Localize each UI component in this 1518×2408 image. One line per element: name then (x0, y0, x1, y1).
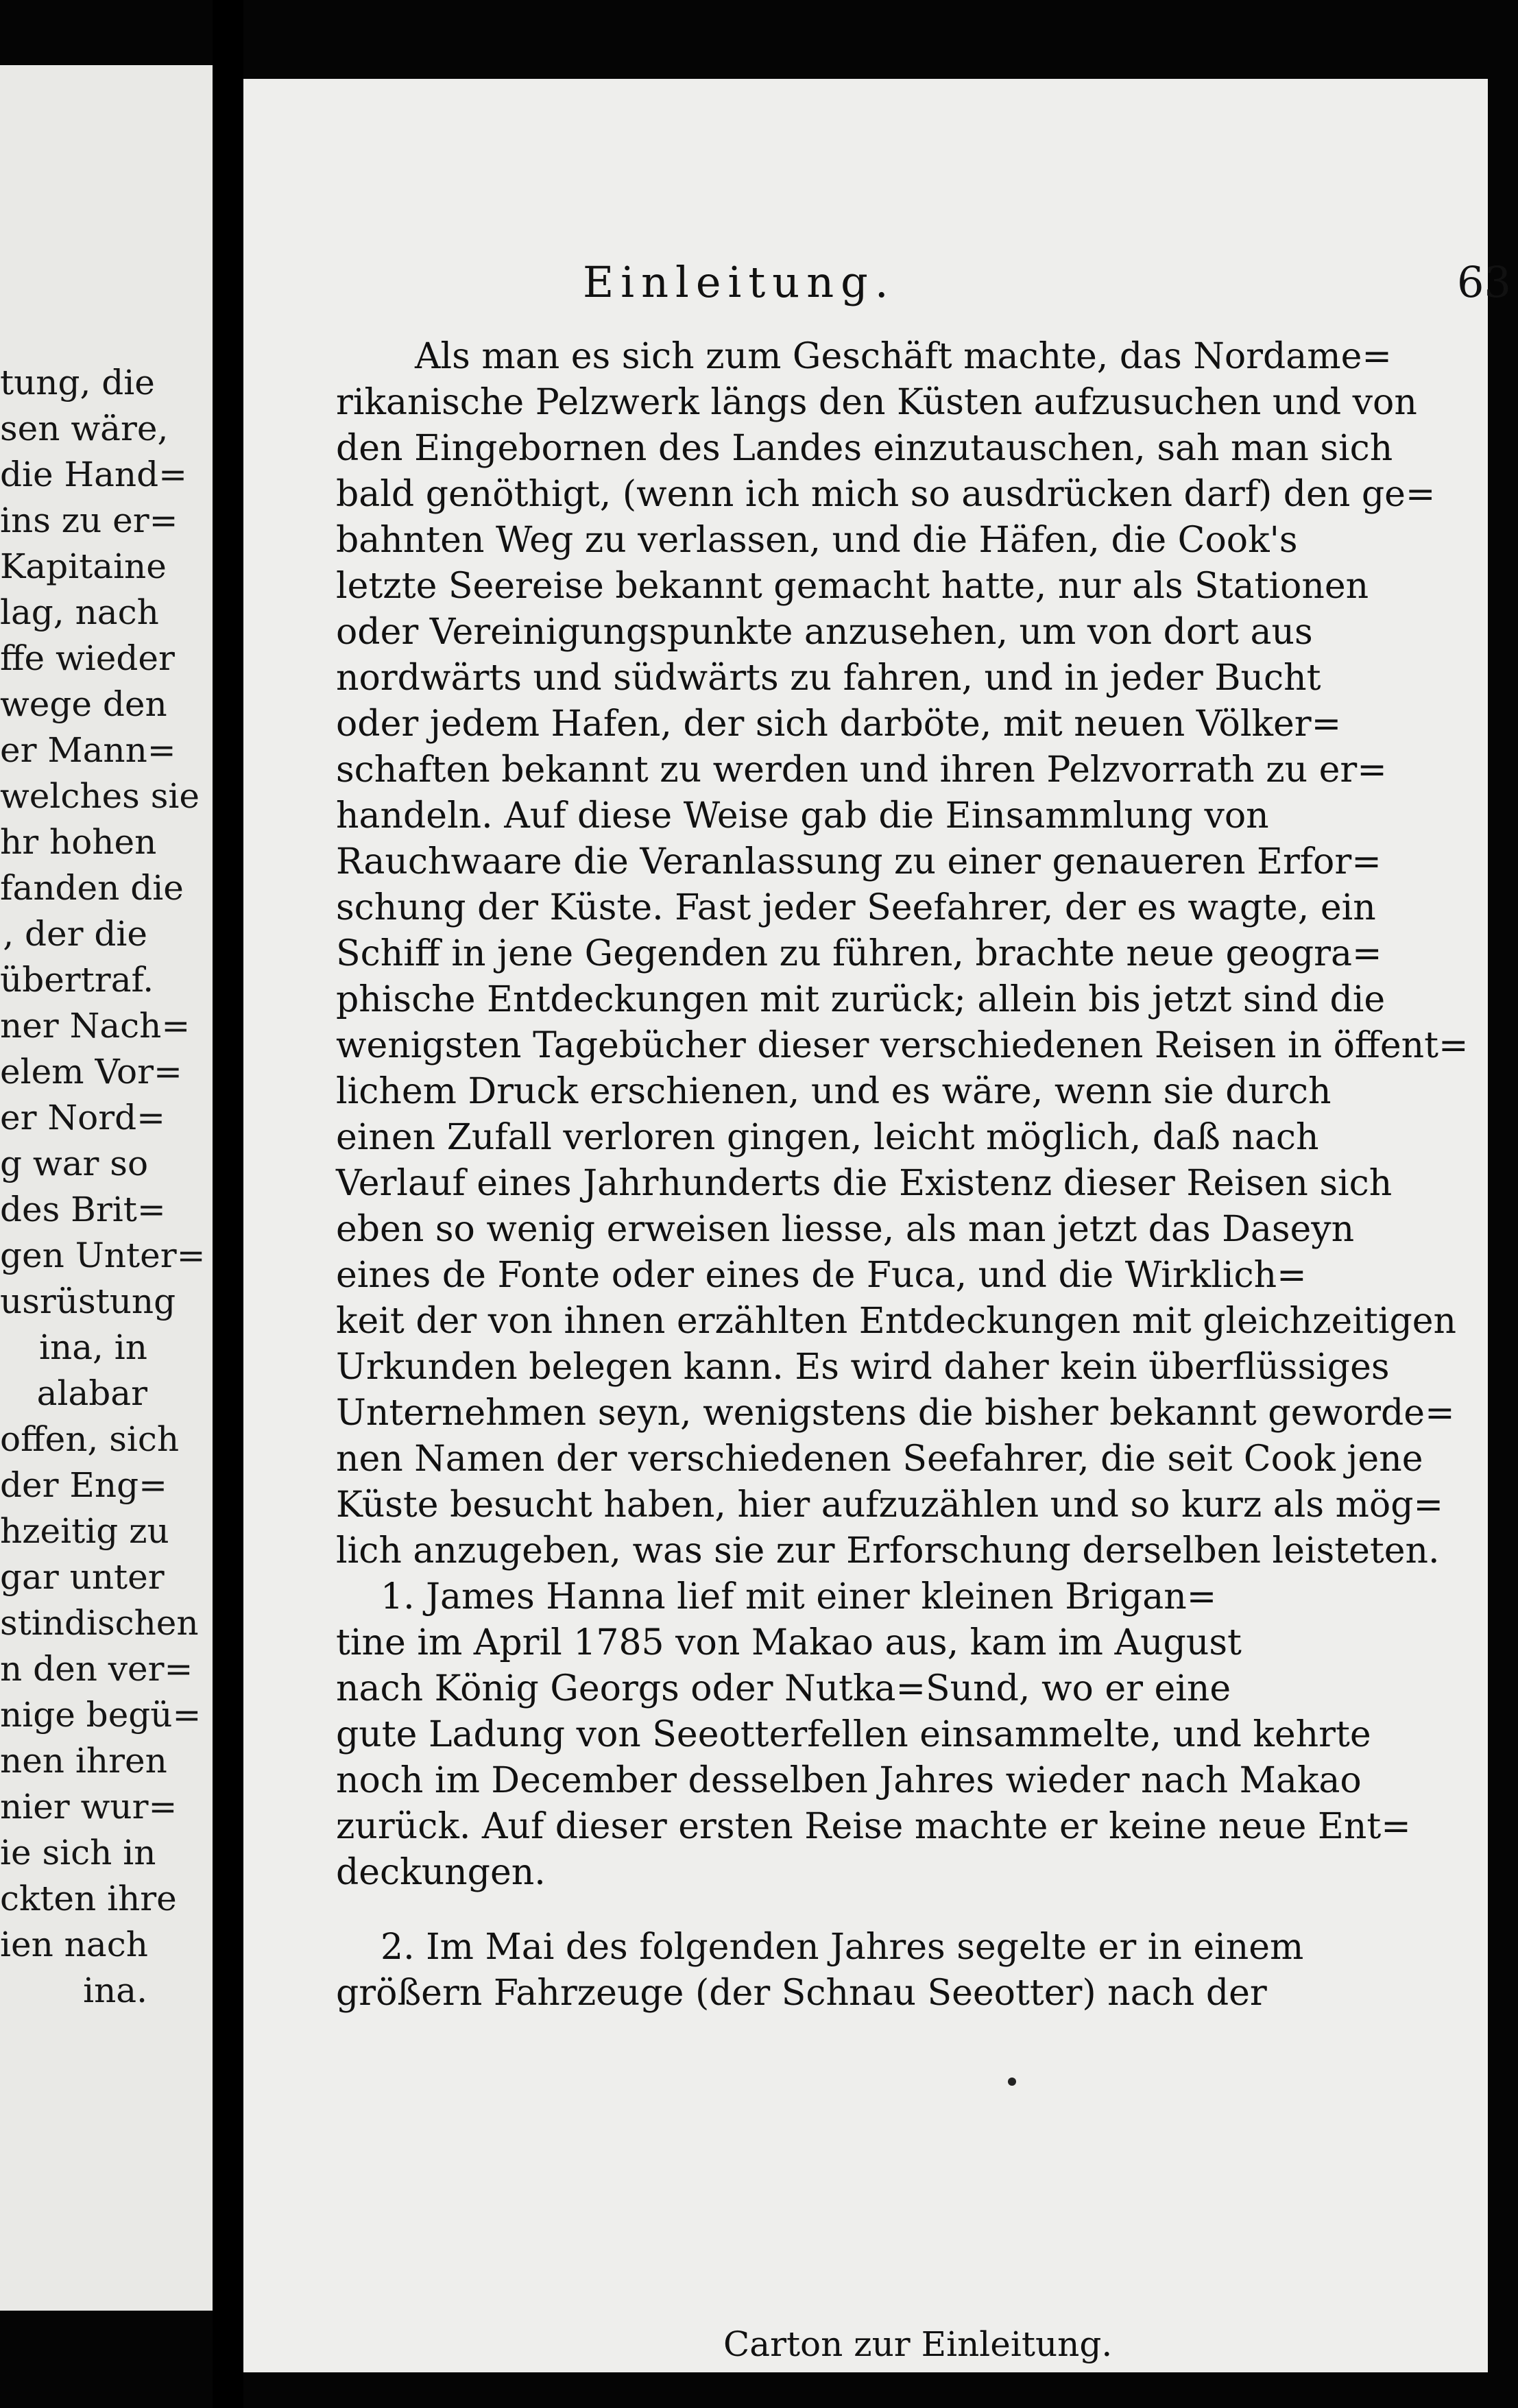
text-line: lich anzugeben, was sie zur Erforschung derselben leisteten. (336, 1530, 1440, 1572)
body-paragraph (336, 334, 1502, 1574)
text-line: 2. Im Mai des folgenden Jahres segelte er in einem (381, 1927, 1304, 1968)
ink-spot (1008, 2078, 1016, 2086)
left-page-fragment: hzeitig zu (0, 1511, 169, 1551)
left-page-fragment: tung, die (0, 363, 155, 402)
text-line: noch im December desselben Jahres wieder nach Makao (336, 1760, 1362, 1801)
book-gutter (213, 0, 243, 2408)
text-line: letzte Seereise bekannt gemacht hatte, nur als Stationen (336, 566, 1369, 607)
item-2-paragraph (336, 1925, 1502, 2016)
text-line: eben so wenig erweisen liesse, als man jetzt das Daseyn (336, 1209, 1355, 1250)
text-line: gute Ladung von Seeotterfellen einsammelte, und kehrte (336, 1714, 1371, 1755)
text-line: phische Entdeckungen mit zurück; allein bis jetzt sind die (336, 979, 1386, 1020)
text-line: schung der Küste. Fast jeder Seefahrer, der es wagte, ein (336, 887, 1376, 928)
left-page-fragment: des Brit= (0, 1190, 166, 1229)
text-line: rikanische Pelzwerk längs den Küsten aufzusuchen und von (336, 382, 1417, 423)
text-line: 1. James Hanna lief mit einer kleinen Brigan= (381, 1576, 1217, 1617)
left-page-fragment: ie sich in (0, 1833, 156, 1873)
left-page-fragment: ner Nach= (0, 1006, 191, 1046)
text-line: Schiff in jene Gegenden zu führen, brachte neue geogra= (336, 933, 1382, 974)
left-page-fragment: alabar (36, 1373, 147, 1413)
text-line: schaften bekannt zu werden und ihren Pelzvorrath zu er= (336, 749, 1387, 791)
text-line: Verlauf eines Jahrhunderts die Existenz dieser Reisen sich (336, 1163, 1393, 1204)
left-page-fragment: lag, nach (0, 592, 159, 632)
text-line: Urkunden belegen kann. Es wird daher kein überflüssiges (336, 1347, 1390, 1388)
left-page-fragment: er Mann= (0, 730, 176, 770)
text-line: deckungen. (336, 1852, 546, 1893)
text-line: größern Fahrzeuge (der Schnau Seeotter) nach der (336, 1973, 1267, 2014)
text-line: wenigsten Tagebücher dieser verschiedenen Reisen in öffent= (336, 1025, 1469, 1066)
left-page-fragment: welches sie (0, 776, 200, 816)
page-number: 63 (1457, 257, 1511, 307)
left-page-fragment: nen ihren (0, 1741, 167, 1781)
text-line: Rauchwaare die Veranlassung zu einer genaueren Erfor= (336, 841, 1382, 882)
left-page-fragment: übertraf. (0, 960, 154, 1000)
left-page-fragment: nige begü= (0, 1695, 202, 1735)
left-page-fragment: wege den (0, 684, 167, 724)
text-line: eines de Fonte oder eines de Fuca, und die Wirklich= (336, 1255, 1307, 1296)
left-page-fragment: gen Unter= (0, 1236, 206, 1275)
left-page-fragment: g war so (0, 1144, 149, 1183)
left-page-fragment: die Hand= (0, 455, 187, 494)
left-page-fragment: gar unter (0, 1557, 165, 1597)
item-1-paragraph (336, 1574, 1502, 1896)
left-page-fragment: fanden die (0, 868, 184, 908)
left-page-fragment: er Nord= (0, 1098, 166, 1137)
left-page-fragment: stindischen (0, 1603, 199, 1643)
running-title: Einleitung. (583, 257, 895, 307)
left-page-fragment: sen wäre, (0, 409, 169, 448)
text-line: lichem Druck erschienen, und es wäre, wenn sie durch (336, 1071, 1332, 1112)
left-page-fragment: offen, sich (0, 1419, 180, 1459)
left-page-fragment: elem Vor= (0, 1052, 182, 1092)
left-page-fragment: Kapitaine (0, 546, 167, 586)
left-page-fragment: nier wur= (0, 1787, 178, 1827)
left-page-fragment: ina, in (39, 1327, 147, 1367)
left-page-fragment: ckten ihre (0, 1879, 177, 1918)
page-header (583, 257, 1511, 312)
left-page-fragment: , der die (3, 914, 147, 954)
text-line: einen Zufall verloren gingen, leicht möglich, daß nach (336, 1117, 1319, 1158)
text-line: nen Namen der verschiedenen Seefahrer, die seit Cook jene (336, 1438, 1423, 1480)
text-line: zurück. Auf dieser ersten Reise machte er keine neue Ent= (336, 1806, 1411, 1847)
text-line: handeln. Auf diese Weise gab die Einsammlung von (336, 795, 1269, 836)
left-page-fragment: n den ver= (0, 1649, 193, 1689)
text-line: nach König Georgs oder Nutka=Sund, wo er eine (336, 1668, 1231, 1709)
text-line: bahnten Weg zu verlassen, und die Häfen, die Cook's (336, 520, 1298, 561)
left-page-fragment: usrüstung (0, 1281, 176, 1321)
text-line: bald genöthigt, (wenn ich mich so ausdrücken darf) den ge= (336, 474, 1436, 515)
left-page-fragment: hr hohen (0, 822, 157, 862)
left-page-fragment: ins zu er= (0, 501, 178, 540)
left-page-fragment: ien nach (0, 1925, 148, 1964)
text-line: Küste besucht haben, hier aufzuzählen und so kurz als mög= (336, 1484, 1444, 1526)
right-page (243, 79, 1511, 2372)
text-line: tine im April 1785 von Makao aus, kam im August (336, 1622, 1242, 1663)
text-line: Als man es sich zum Geschäft machte, das Nordame= (415, 336, 1392, 377)
text-line: nordwärts und südwärts zu fahren, und in jeder Bucht (336, 658, 1321, 699)
left-page (0, 65, 213, 2311)
text-line: Unternehmen seyn, wenigstens die bisher bekannt geworde= (336, 1393, 1455, 1434)
text-block (336, 334, 1502, 2016)
text-line: den Eingebornen des Landes einzutauschen, sah man sich (336, 428, 1393, 469)
carton-note: Carton zur Einleitung. (723, 2324, 1113, 2364)
paragraph-gap (336, 1896, 1502, 1925)
text-line: oder Vereinigungspunkte anzusehen, um von dort aus (336, 612, 1313, 653)
text-line: oder jedem Hafen, der sich darböte, mit neuen Völker= (336, 703, 1342, 745)
left-page-fragment: ina. (83, 1971, 147, 2010)
left-page-fragment: der Eng= (0, 1465, 167, 1505)
text-line: keit der von ihnen erzählten Entdeckungen mit gleichzeitigen (336, 1301, 1457, 1342)
left-page-fragment: ffe wieder (0, 638, 175, 678)
